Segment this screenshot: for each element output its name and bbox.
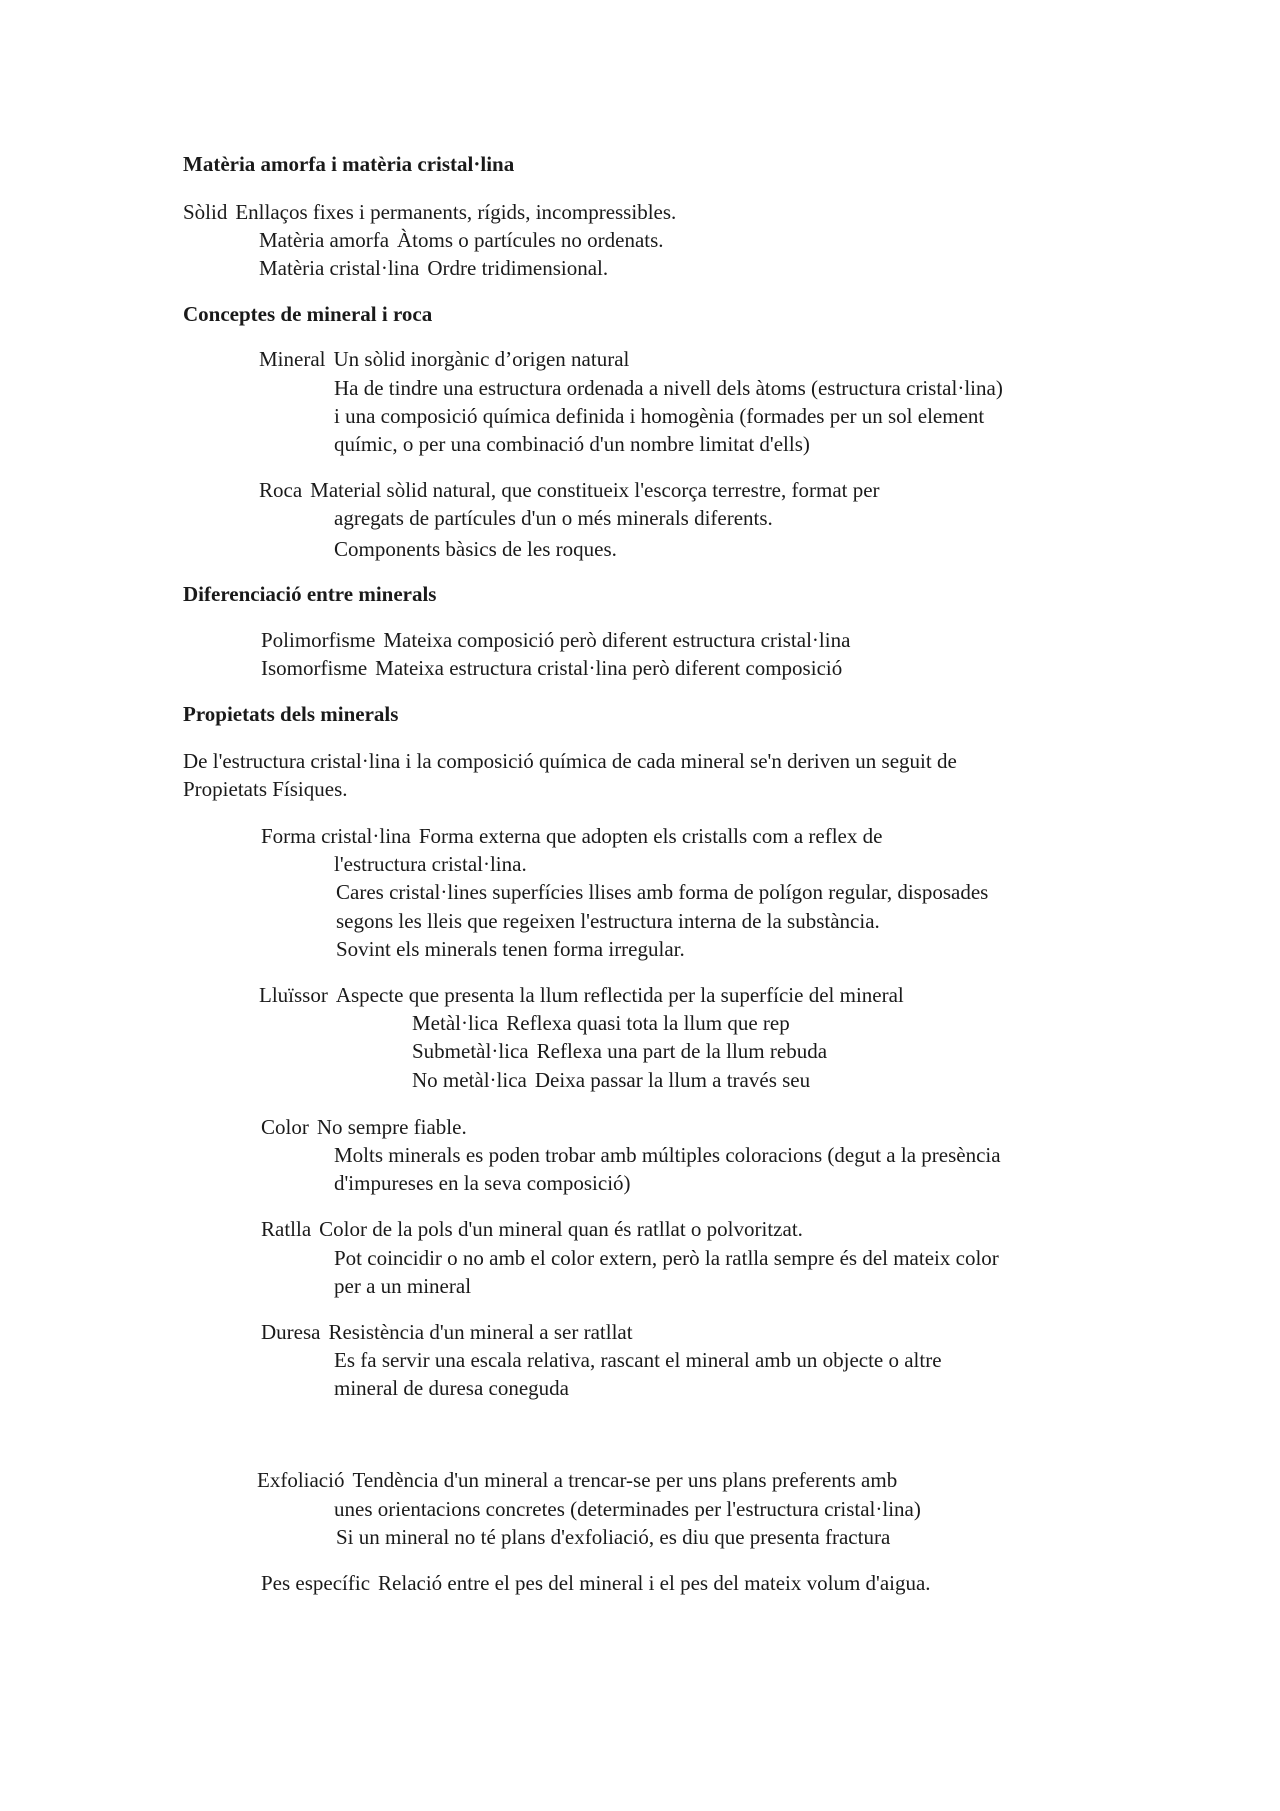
term-mineral: Mineral (259, 347, 326, 371)
section-heading-propietats: Propietats dels minerals (183, 702, 399, 726)
definition-mineral: Un sòlid inorgànic d’origen natural (333, 347, 630, 371)
intro-line-2: Propietats Físiques. (183, 777, 348, 801)
term-row-roca (259, 476, 880, 504)
duresa-line-1: Es fa servir una escala relativa, rascant el mineral amb un objecte o altre (334, 1348, 942, 1372)
definition-amorfa: Àtoms o partícules no ordenats. (397, 228, 664, 252)
ratlla-line-1: Pot coincidir o no amb el color extern, però la ratlla sempre és del mateix color (334, 1246, 999, 1270)
term-row-ratlla (261, 1215, 803, 1243)
term-polimorfisme: Polimorfisme (261, 628, 376, 652)
term-ratlla: Ratlla (261, 1217, 312, 1241)
term-submetallica: Submetàl·lica (412, 1039, 529, 1063)
definition-ratlla: Color de la pols d'un mineral quan és ratllat o polvoritzat. (319, 1217, 803, 1241)
definition-solid: Enllaços fixes i permanents, rígids, incompressibles. (235, 200, 677, 224)
exfoliacio-line-2: Si un mineral no té plans d'exfoliació, es diu que presenta fractura (336, 1525, 891, 1549)
forma-line-2: Cares cristal·lines superfícies llises amb forma de polígon regular, disposades (336, 880, 989, 904)
mineral-line-1: Ha de tindre una estructura ordenada a nivell dels àtoms (estructura cristal·lina) (334, 376, 1003, 400)
lluissor-sub-submetallica (412, 1037, 827, 1065)
term-roca: Roca (259, 478, 303, 502)
term-forma: Forma cristal·lina (261, 824, 411, 848)
section-heading-materia: Matèria amorfa i matèria cristal·lina (183, 152, 515, 176)
definition-metallica: Reflexa quasi tota la llum que rep (506, 1011, 790, 1035)
term-amorfa: Matèria amorfa (259, 228, 390, 252)
term-solid: Sòlid (183, 200, 228, 224)
term-row-duresa (261, 1318, 633, 1346)
duresa-line-2: mineral de duresa coneguda (334, 1376, 569, 1400)
color-line-2: d'impureses en la seva composició) (334, 1171, 631, 1195)
term-row-polimorfisme (261, 626, 850, 654)
definition-lluissor: Aspecte que presenta la llum reflectida per la superfície del mineral (335, 983, 904, 1007)
section-heading-diferenciacio: Diferenciació entre minerals (183, 582, 437, 606)
term-duresa: Duresa (261, 1320, 321, 1344)
color-line-1: Molts minerals es poden trobar amb múltiples coloracions (degut a la presència (334, 1143, 1001, 1167)
term-isomorfisme: Isomorfisme (261, 656, 368, 680)
definition-duresa: Resistència d'un mineral a ser ratllat (328, 1320, 633, 1344)
term-row-mineral (259, 345, 629, 373)
term-lluissor: Lluïssor (259, 983, 328, 1007)
term-row-exfoliacio (257, 1466, 897, 1494)
term-row-amorfa (259, 226, 664, 254)
term-metallica: Metàl·lica (412, 1011, 499, 1035)
term-exfoliacio: Exfoliació (257, 1468, 345, 1492)
lluissor-sub-metallica (412, 1009, 790, 1037)
definition-isomorfisme: Mateixa estructura cristal·lina però diferent composició (375, 656, 843, 680)
term-row-solid (183, 198, 676, 226)
term-cristallina: Matèria cristal·lina (259, 256, 420, 280)
term-color: Color (261, 1115, 309, 1139)
forma-line-3: segons les lleis que regeixen l'estructura interna de la substància. (336, 909, 880, 933)
mineral-line-3: químic, o per una combinació d'un nombre limitat d'ells) (334, 432, 810, 456)
term-nometallica: No metàl·lica (412, 1068, 527, 1092)
definition-nometallica: Deixa passar la llum a través seu (534, 1068, 811, 1092)
definition-submetallica: Reflexa una part de la llum rebuda (536, 1039, 828, 1063)
term-row-color (261, 1113, 467, 1141)
term-row-cristallina (259, 254, 608, 282)
section-heading-conceptes: Conceptes de mineral i roca (183, 302, 433, 326)
ratlla-line-2: per a un mineral (334, 1274, 472, 1298)
forma-line-1: l'estructura cristal·lina. (334, 852, 527, 876)
definition-polimorfisme: Mateixa composició però diferent estructura cristal·lina (383, 628, 851, 652)
roca-line-2: Components bàsics de les roques. (334, 537, 617, 561)
lluissor-sub-nometallica (412, 1066, 810, 1094)
term-row-lluissor (259, 981, 904, 1009)
definition-forma: Forma externa que adopten els cristalls com a reflex de (418, 824, 883, 848)
term-row-pes (261, 1569, 931, 1597)
exfoliacio-line-1: unes orientacions concretes (determinades per l'estructura cristal·lina) (334, 1497, 921, 1521)
forma-line-4: Sovint els minerals tenen forma irregular. (336, 937, 685, 961)
definition-color: No sempre fiable. (316, 1115, 467, 1139)
definition-roca: Material sòlid natural, que constitueix l'escorça terrestre, format per (310, 478, 880, 502)
definition-pes: Relació entre el pes del mineral i el pes del mateix volum d'aigua. (378, 1571, 931, 1595)
term-row-forma (261, 822, 882, 850)
definition-cristallina: Ordre tridimensional. (427, 256, 609, 280)
mineral-line-2: i una composició química definida i homogènia (formades per un sol element (334, 404, 985, 428)
intro-line-1: De l'estructura cristal·lina i la composició química de cada mineral se'n deriven un seguit de (183, 749, 957, 773)
term-pes: Pes específic (261, 1571, 371, 1595)
definition-exfoliacio: Tendència d'un mineral a trencar-se per uns plans preferents amb (352, 1468, 898, 1492)
roca-line-1: agregats de partícules d'un o més minerals diferents. (334, 506, 773, 530)
term-row-isomorfisme (261, 654, 842, 682)
